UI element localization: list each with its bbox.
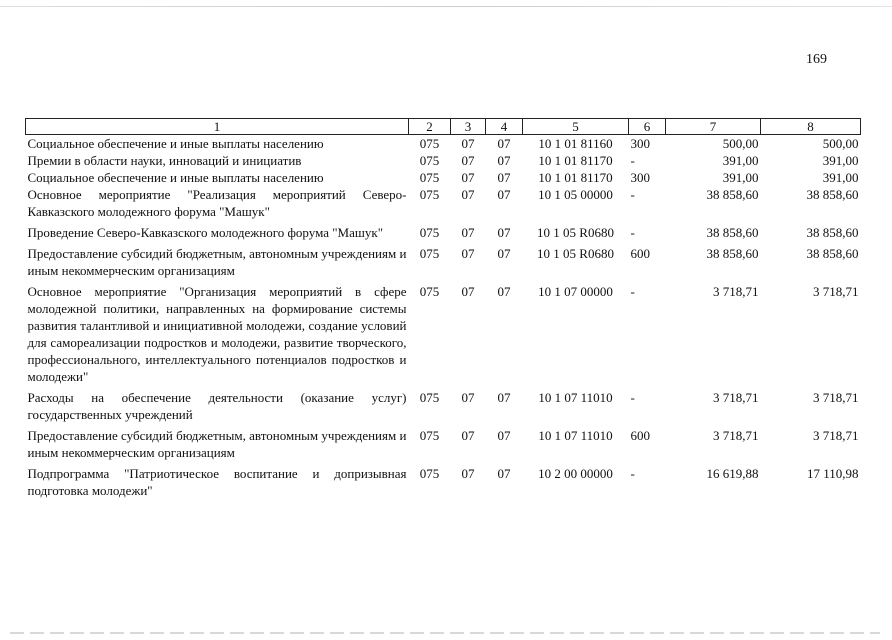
cell-col7: 500,00 [722,136,759,151]
cell-col6: 600 [630,428,650,443]
row-name: Предоставление субсидий бюджетным, автономным учреждениям и иным некоммерческим организациям [27,428,407,460]
cell-col4: 07 [497,170,511,185]
cell-col3: 07 [461,187,475,202]
cell-col5: 10 1 01 81170 [538,153,613,168]
cell-col5: 10 1 01 81160 [538,136,613,151]
cell-col4: 07 [497,153,511,168]
cell-col2: 075 [419,466,440,481]
cell-col3: 07 [461,136,475,151]
header-cell: 3 [451,119,486,135]
cell-col4: 07 [497,187,511,202]
table-row [26,245,861,283]
cell-col6: - [630,390,635,405]
cell-col4: 07 [497,246,511,261]
cell-col3: 07 [461,246,475,261]
header-row [26,119,861,135]
cell-col7: 3 718,71 [713,390,759,405]
cell-col6: - [630,284,635,299]
cell-col5: 10 1 07 00000 [538,284,613,299]
budget-table [25,118,861,503]
cell-col2: 075 [419,246,440,261]
header-cell: 8 [761,119,861,135]
row-name: Социальное обеспечение и иные выплаты населению [27,136,324,151]
cell-col8: 391,00 [822,153,859,168]
cell-col3: 07 [461,428,475,443]
cell-col2: 075 [419,187,440,202]
table-row [26,152,861,169]
row-name: Основное мероприятие "Реализация мероприятий Северо-Кавказского молодежного форума "Машук" [27,187,407,219]
cell-col6: 600 [630,246,650,261]
cell-col2: 075 [419,170,440,185]
cell-col6: - [630,153,635,168]
cell-col8: 391,00 [822,170,859,185]
cell-col3: 07 [461,153,475,168]
cell-col5: 10 1 01 81170 [538,170,613,185]
cell-col2: 075 [419,284,440,299]
cell-col2: 075 [419,428,440,443]
cell-col4: 07 [497,284,511,299]
table-row [26,389,861,427]
cell-col2: 075 [419,153,440,168]
cell-col6: - [630,187,635,202]
cell-col8: 38 858,60 [806,225,859,240]
cell-col7: 3 718,71 [713,284,759,299]
header-cell: 1 [26,119,409,135]
cell-col7: 38 858,60 [706,246,759,261]
cell-col8: 38 858,60 [806,246,859,261]
cell-col3: 07 [461,225,475,240]
cell-col4: 07 [497,428,511,443]
cell-col4: 07 [497,466,511,481]
table-row [26,427,861,465]
cell-col4: 07 [497,390,511,405]
cell-col3: 07 [461,284,475,299]
cell-col6: 300 [630,136,650,151]
cell-col3: 07 [461,466,475,481]
cell-col2: 075 [419,225,440,240]
table-row [26,224,861,245]
cell-col7: 3 718,71 [713,428,759,443]
cell-col8: 17 110,98 [806,466,859,481]
row-name: Премии в области науки, инноваций и инициатив [27,153,302,168]
table-row [26,135,861,153]
scan-edge-bottom [10,632,880,634]
cell-col8: 3 718,71 [813,390,859,405]
scan-edge-top [0,6,892,7]
cell-col7: 391,00 [722,153,759,168]
row-name: Социальное обеспечение и иные выплаты населению [27,170,324,185]
table-row [26,465,861,503]
cell-col5: 10 1 07 11010 [538,428,613,443]
page-number: 169 [806,52,827,67]
cell-col8: 3 718,71 [813,428,859,443]
table-row [26,283,861,389]
cell-col3: 07 [461,390,475,405]
header-cell: 5 [523,119,629,135]
cell-col7: 16 619,88 [706,466,759,481]
cell-col5: 10 2 00 00000 [538,466,613,481]
cell-col6: - [630,466,635,481]
cell-col2: 075 [419,136,440,151]
cell-col7: 38 858,60 [706,187,759,202]
cell-col2: 075 [419,390,440,405]
cell-col8: 500,00 [822,136,859,151]
cell-col5: 10 1 05 R0680 [537,246,614,261]
cell-col6: 300 [630,170,650,185]
row-name: Расходы на обеспечение деятельности (оказание услуг) государственных учреждений [27,390,407,422]
table-row [26,186,861,224]
header-cell: 4 [486,119,523,135]
cell-col5: 10 1 05 00000 [538,187,613,202]
cell-col5: 10 1 07 11010 [538,390,613,405]
header-cell: 2 [409,119,451,135]
cell-col8: 38 858,60 [806,187,859,202]
cell-col5: 10 1 05 R0680 [537,225,614,240]
cell-col6: - [630,225,635,240]
cell-col7: 38 858,60 [706,225,759,240]
row-name: Основное мероприятие "Организация мероприятий в сфере молодежной политики, направленных на формирование системы развития талантливой и инициативной молодежи, создание условий для самореализации подростков и молодежи, развитие творческого, профессионального, интеллектуального потенциалов подростков и молодежи" [27,284,407,384]
cell-col3: 07 [461,170,475,185]
cell-col7: 391,00 [722,170,759,185]
row-name: Предоставление субсидий бюджетным, автономным учреждениям и иным некоммерческим организациям [27,246,407,278]
cell-col8: 3 718,71 [813,284,859,299]
header-cell: 7 [666,119,761,135]
row-name: Проведение Северо-Кавказского молодежного форума "Машук" [27,225,384,240]
table-row [26,169,861,186]
cell-col4: 07 [497,225,511,240]
header-cell: 6 [629,119,666,135]
row-name: Подпрограмма "Патриотическое воспитание и допризывная подготовка молодежи" [27,466,407,498]
cell-col4: 07 [497,136,511,151]
